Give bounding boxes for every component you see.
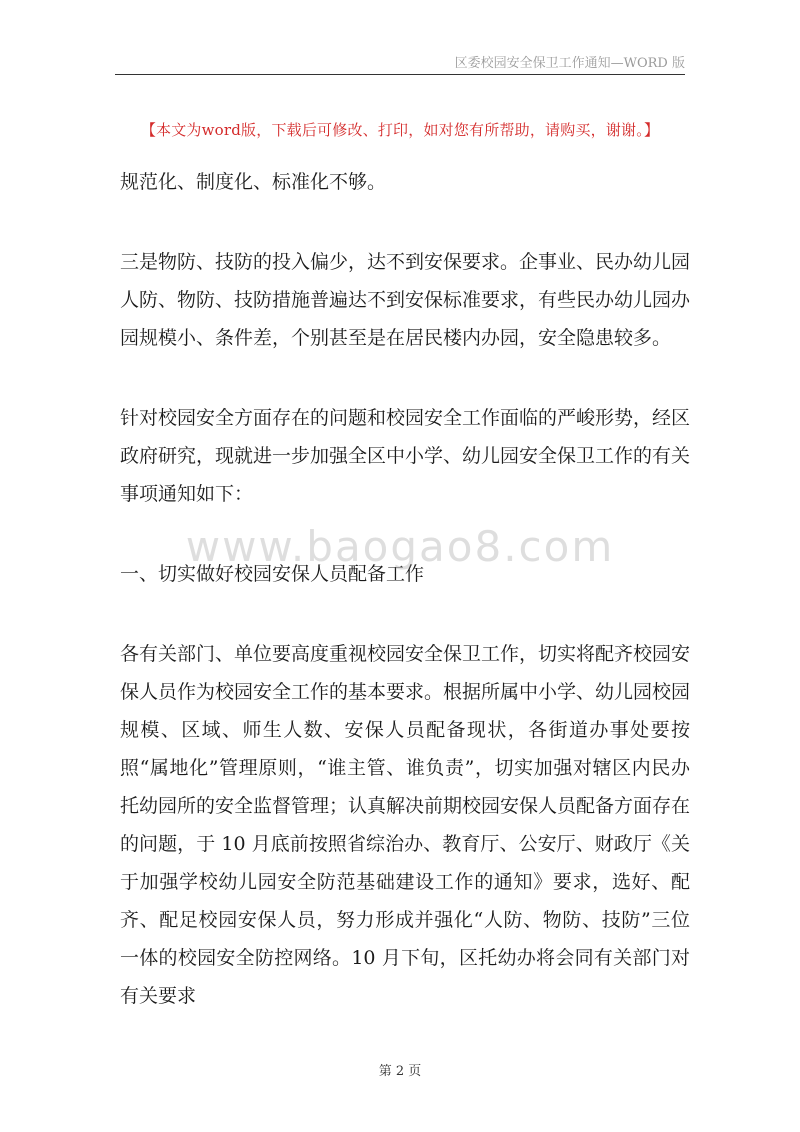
- section-heading-1: 一、切实做好校园安保人员配备工作: [120, 563, 425, 585]
- document-body: [120, 163, 690, 1057]
- page-number: 第 2 页: [378, 1064, 422, 1079]
- watermark: www.baogao8.com: [185, 522, 615, 571]
- paragraph-1: 规范化、制度化、标准化不够。: [120, 171, 387, 193]
- paragraph-3: 针对校园安全方面存在的问题和校园安全工作面临的严峻形势，经区政府研究，现就进一步加强全区中小学、幼儿园安全保卫工作的有关事项通知如下：: [120, 407, 691, 505]
- purchase-notice: 【本文为word版，下载后可修改、打印，如对您有所帮助，请购买，谢谢。】: [140, 121, 660, 139]
- paragraph-4: 各有关部门、单位要高度重视校园安全保卫工作，切实将配齐校园安保人员作为校园安全工作的基本要求。根据所属中小学、幼儿园校园规模、区域、师生人数、安保人员配备现状，各街道办事处要按照“属地化”管理原则，“谁主管、谁负责”，切实加强对辖区内民办托幼园所的安全监督管理；认真解决前期校园安保人员配备方面存在的问题，于 10 月底前按照省综治办、教育厅、公安厅、财政厅《关于加强学校幼儿园安全防范基础建设工作的通知》要求，选好、配齐、配足校园安保人员，努力形成并强化“人防、物防、技防”三位一体的校园安全防控网络。10 月下旬，区托幼办将会同有关部门对有关要求: [120, 643, 691, 1007]
- header-divider: [115, 74, 685, 75]
- paragraph-2: 三是物防、技防的投入偏少，达不到安保要求。企事业、民办幼儿园人防、物防、技防措施普遍达不到安保标准要求，有些民办幼儿园办园规模小、条件差，个别甚至是在居民楼内办园，安全隐患较多。: [120, 251, 691, 349]
- running-header: 区委校园安全保卫工作通知—WORD 版: [454, 56, 685, 71]
